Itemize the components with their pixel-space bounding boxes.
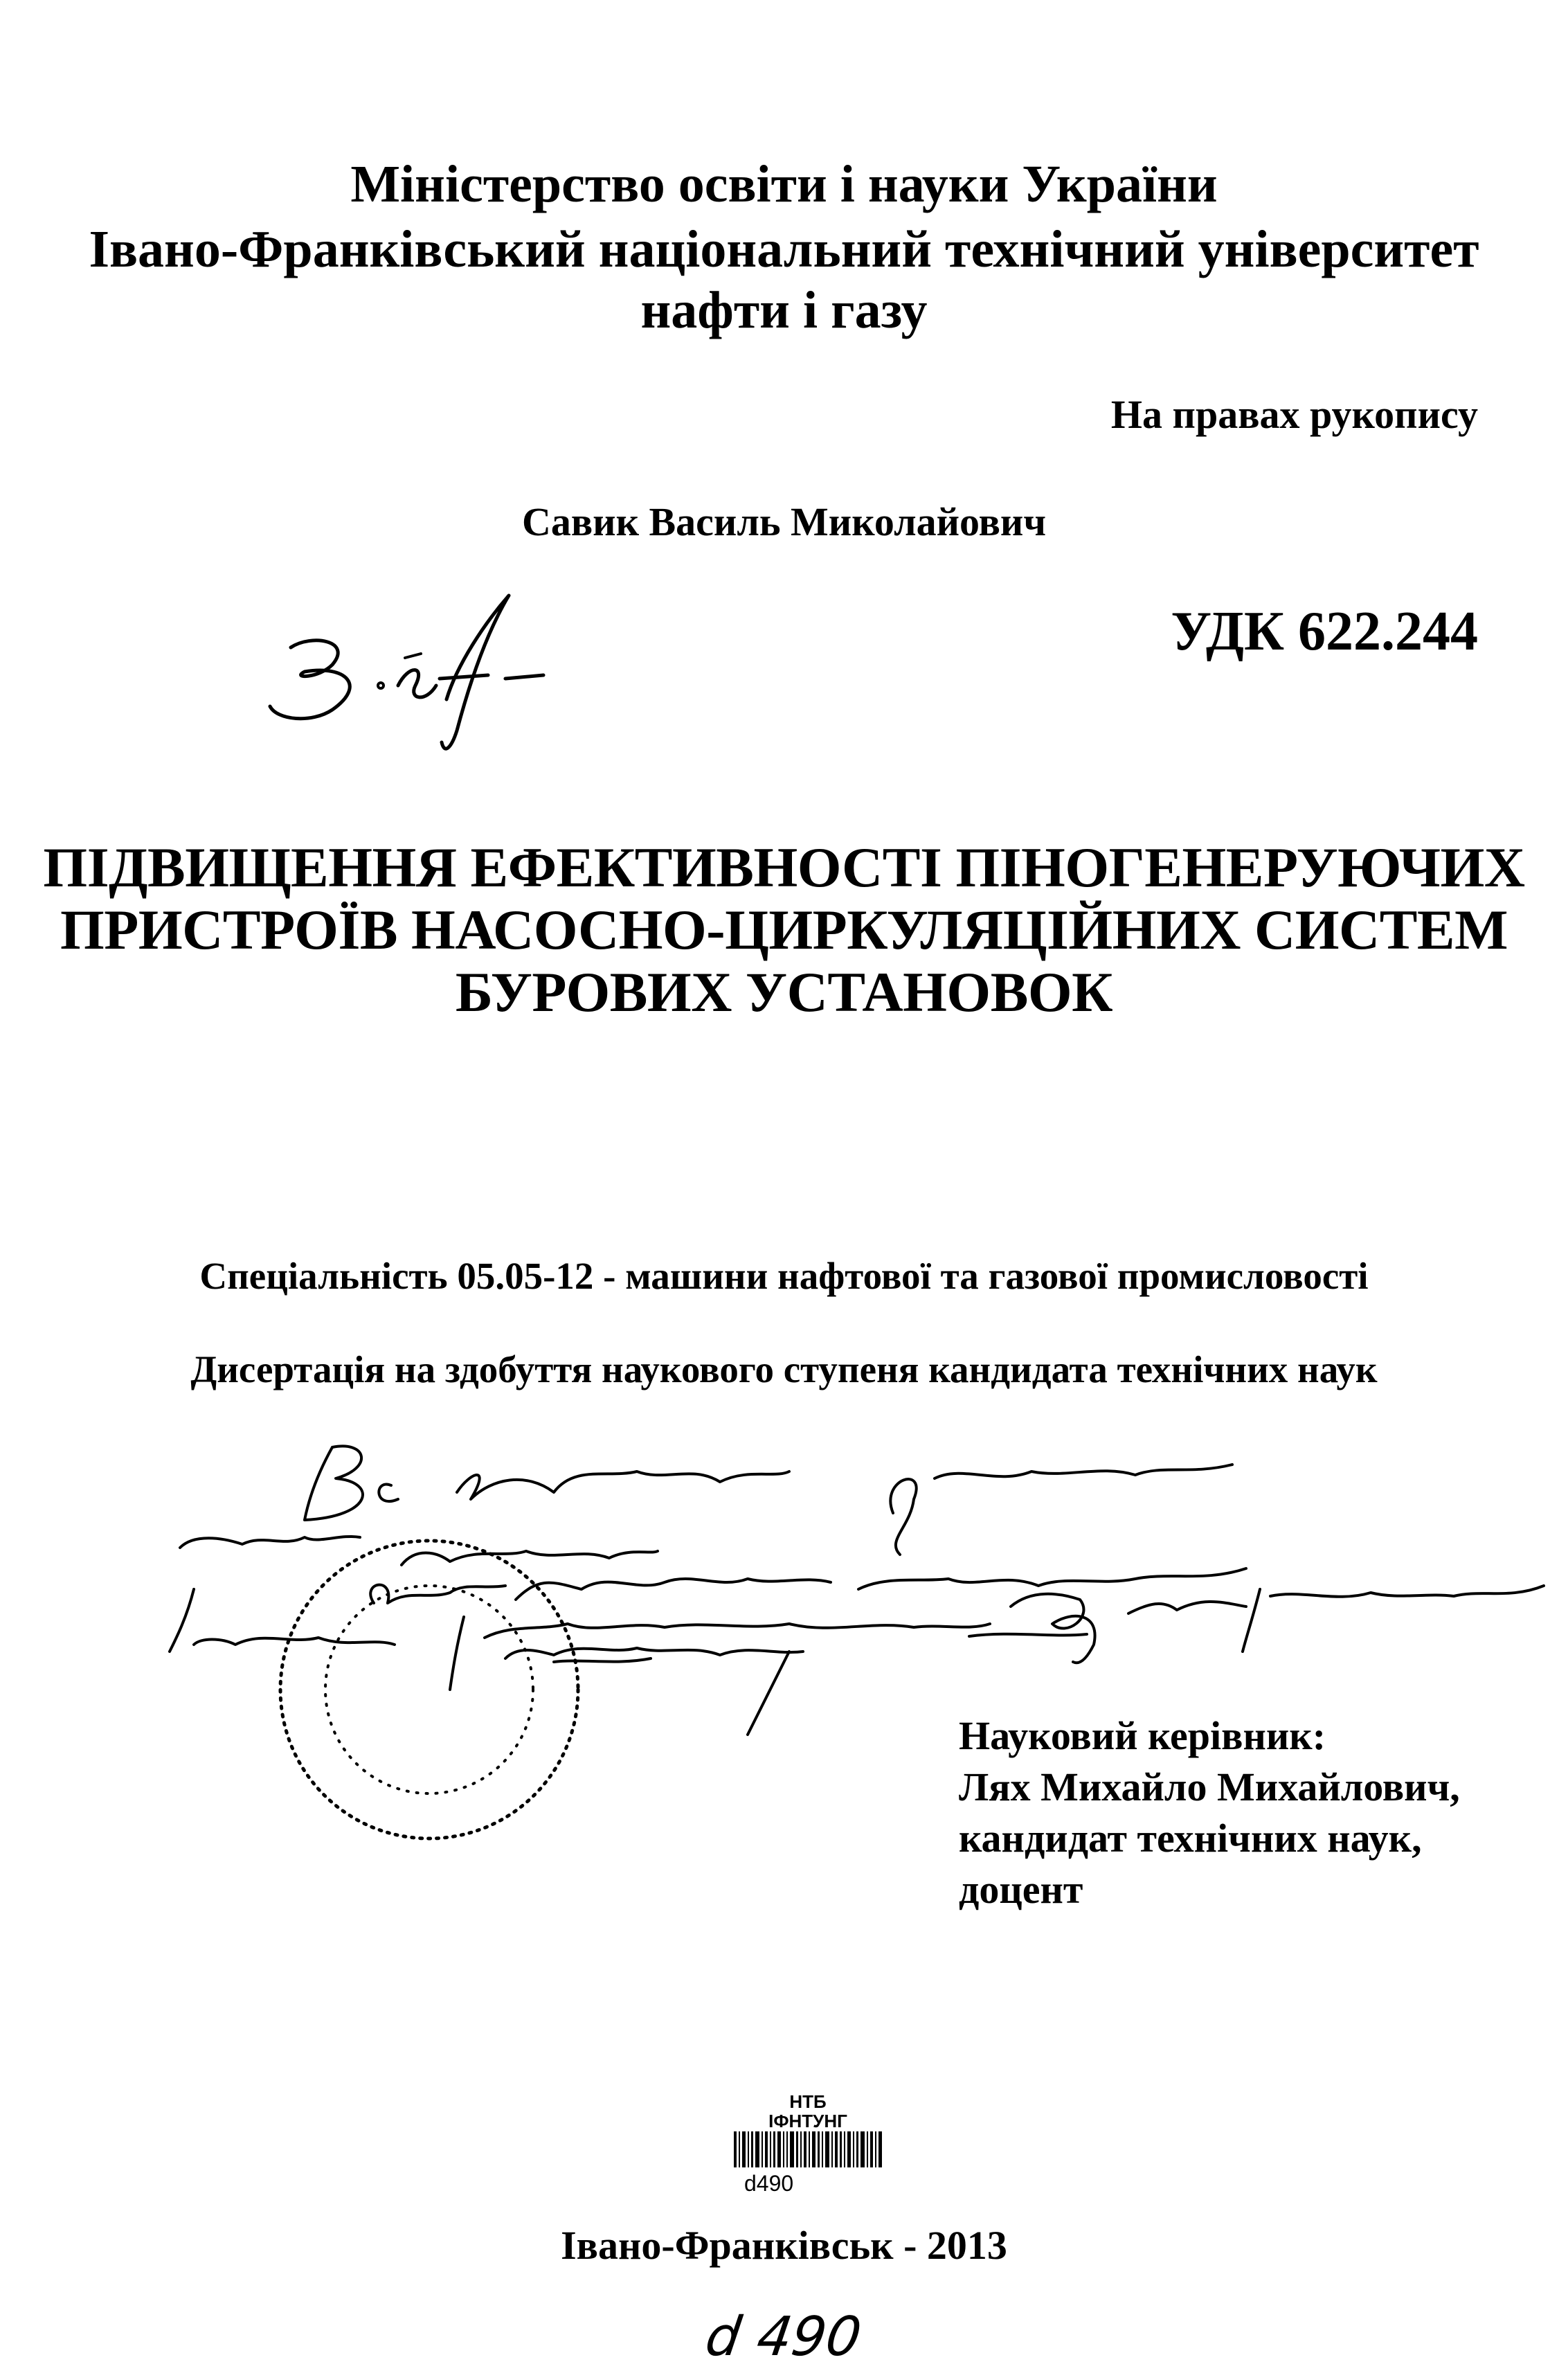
supervisor-block [959,1710,1460,1915]
thesis-title-line-1: ПІДВИЩЕННЯ ЕФЕКТИВНОСТІ ПІНОГЕНЕРУЮЧИХ [43,836,1525,899]
handwritten-inventory-number: d 490 [701,2306,865,2368]
thesis-title-line-3: БУРОВИХ УСТАНОВОК [455,960,1113,1023]
thesis-title-line-2: ПРИСТРОЇВ НАСОСНО-ЦИРКУЛЯЦІЙНИХ СИСТЕМ [60,898,1508,961]
university-heading-continued: нафти і газу [640,281,928,339]
udc-code: УДК 622.244 [1171,601,1478,662]
city-year: Івано-Франківськ - 2013 [561,2223,1007,2268]
supervisor-name: Лях Михайло Михайлович, [959,1764,1460,1809]
university-seal-stamp [249,1530,609,1849]
supervisor-degree: кандидат технічних наук, [959,1816,1422,1861]
handwritten-certification-note [166,1416,1565,1748]
library-stamp-line-1: НТБ [789,2091,827,2112]
manuscript-note: На правах рукопису [1110,392,1478,437]
ministry-heading: Міністерство освіти і науки України [350,155,1218,213]
university-heading: Івано-Франківський національний технічний університет [89,220,1479,278]
library-stamp-line-2: ІФНТУНГ [768,2111,847,2131]
specialty-line: Спеціальність 05.05-12 - машини нафтової та газової промисловості [199,1255,1369,1297]
degree-line: Дисертація на здобуття наукового ступеня кандидата технічних наук [190,1348,1378,1390]
author-signature [249,582,582,762]
barcode-graphic [734,2131,883,2167]
barcode-code: d490 [744,2171,794,2196]
supervisor-rank: доцент [959,1867,1083,1912]
library-barcode-stamp [728,2091,887,2167]
author-name: Савик Василь Миколайович [521,499,1047,544]
supervisor-label: Науковий керівник: [959,1713,1326,1758]
